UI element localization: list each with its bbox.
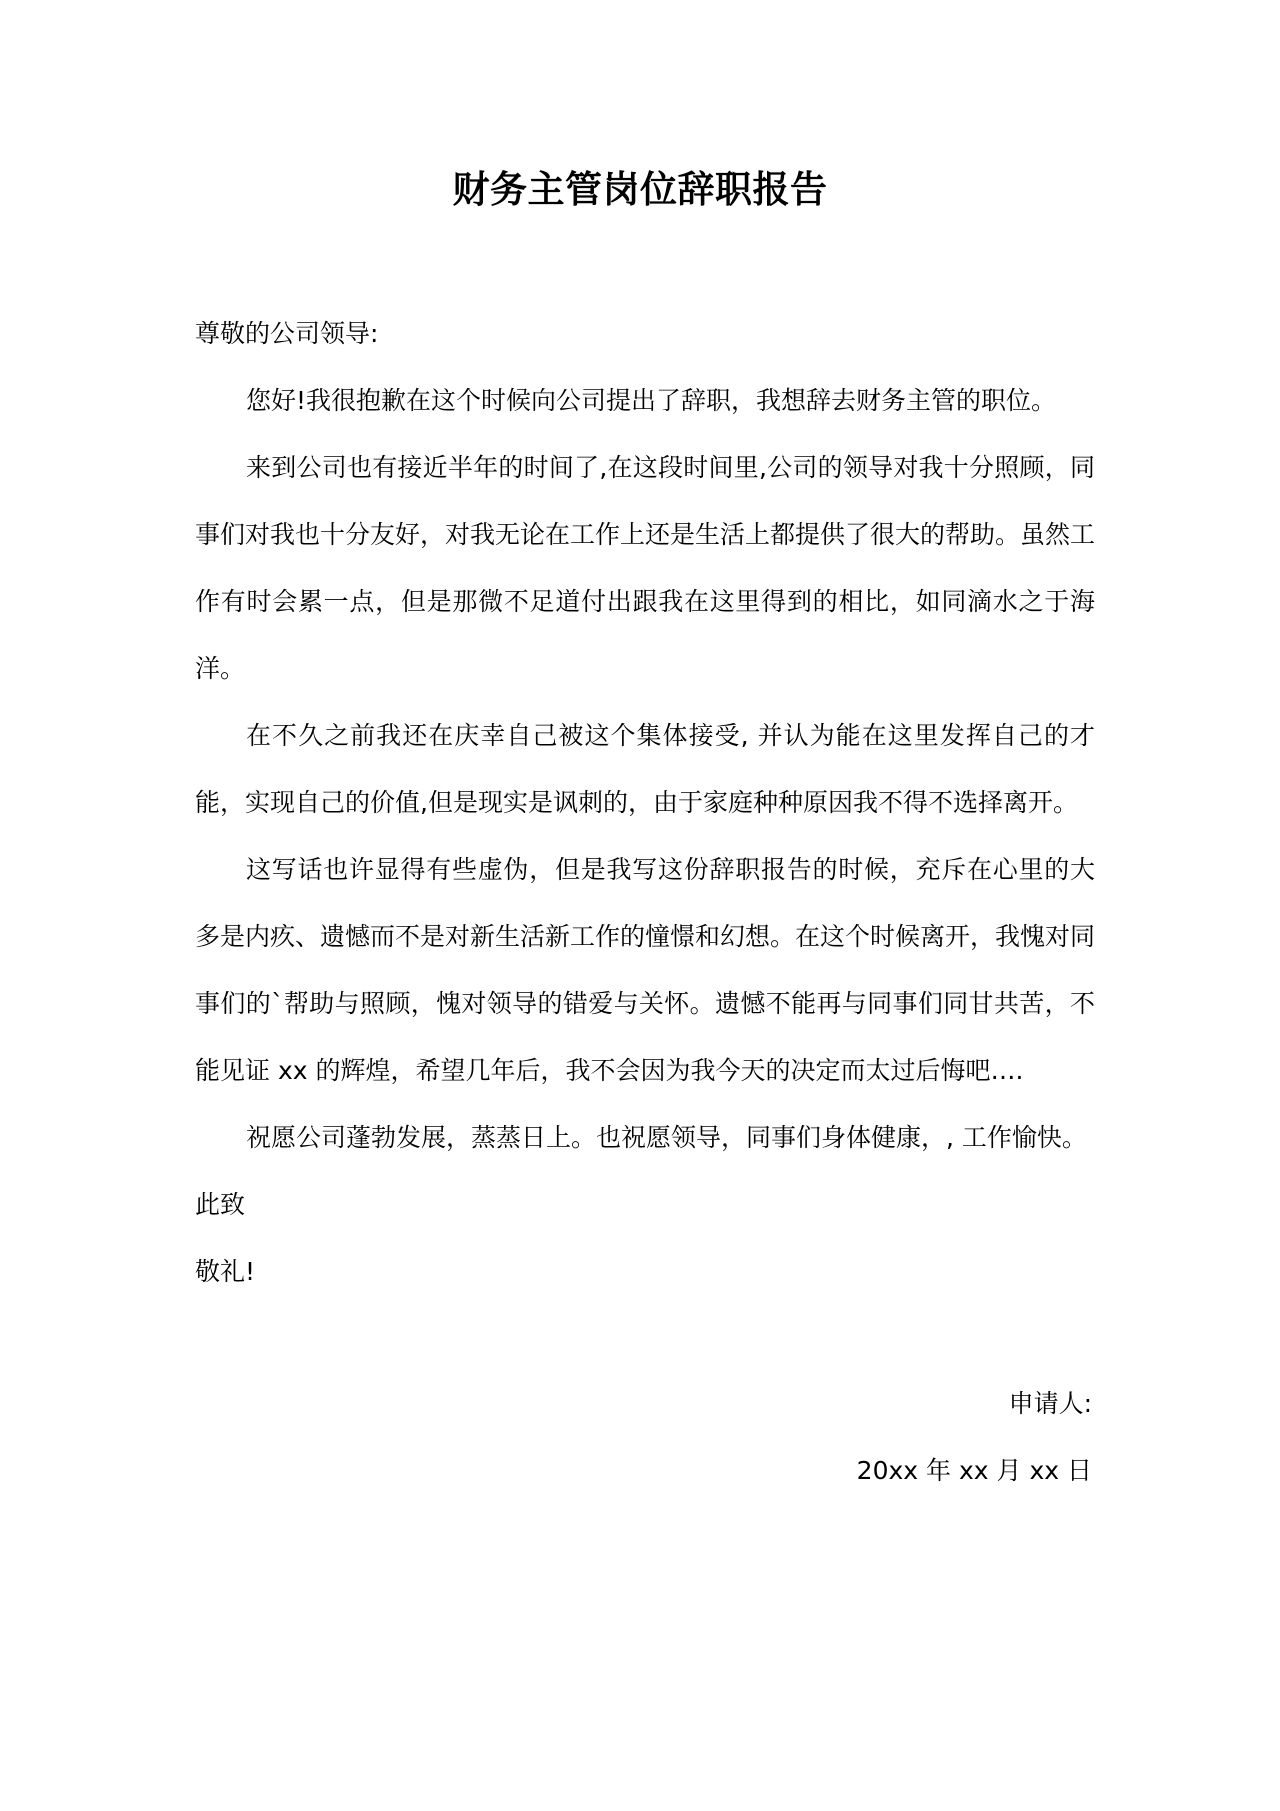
applicant-label: 申请人: <box>1008 1389 1092 1418</box>
closing-line: 此致 <box>195 1190 246 1219</box>
paragraph-regret: 这写话也许显得有些虚伪，但是我写这份辞职报告的时候，充斥在心里的大多是内疚、遗憾而不是对新生活新工作的憧憬和幻想。在这个时候离开，我愧对同事们的`帮助与照顾，愧对领导的错爱与关怀。遗憾不能再与同事们同甘共苦，不能见证 xx 的辉煌，希望几年后，我不会因为我今天的决定而太过后悔吧…. <box>195 855 1096 1085</box>
signature-block <box>857 1370 1092 1504</box>
paragraph-wishes: 祝愿公司蓬勃发展，蒸蒸日上。也祝愿领导，同事们身体健康，, 工作愉快。 <box>246 1123 1087 1152</box>
closing-regards: 敬礼! <box>195 1257 256 1286</box>
paragraph-reason: 在不久之前我还在庆幸自己被这个集体接受, 并认为能在这里发挥自己的才能，实现自己的价值,但是现实是讽刺的，由于家庭种种原因我不得不选择离开。 <box>195 721 1095 817</box>
paragraph-greeting: 您好!我很抱歉在这个时候向公司提出了辞职，我想辞去财务主管的职位。 <box>246 386 1057 415</box>
salutation: 尊敬的公司领导: <box>195 319 379 348</box>
signature-date: 20xx 年 xx 月 xx 日 <box>856 1456 1092 1485</box>
document-title: 财务主管岗位辞职报告 <box>452 168 828 211</box>
paragraph-gratitude: 来到公司也有接近半年的时间了,在这段时间里,公司的领导对我十分照顾，同事们对我也十分友好，对我无论在工作上还是生活上都提供了很大的帮助。虽然工作有时会累一点，但是那微不足道付出跟我在这里得到的相比，如同滴水之于海洋。 <box>195 453 1096 683</box>
document-body <box>195 300 1095 1305</box>
